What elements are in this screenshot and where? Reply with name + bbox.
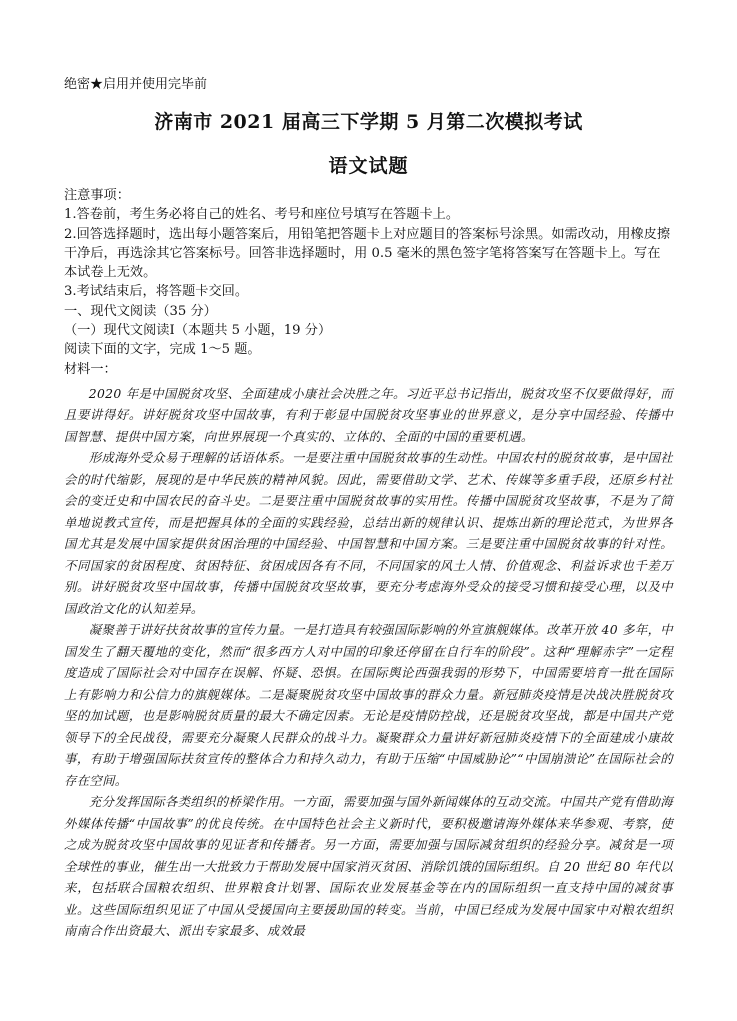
section-header xyxy=(64,302,673,379)
passage-paragraph-4: 充分发挥国际各类组织的桥梁作用。一方面，需要加强与国外新闻媒体的互动交流。中国共产党有借助海外媒体传播“中国故事”的优良传统。在中国特色社会主义新时代，要积极邀请海外媒体来华参观、考察，使之成为脱贫攻坚中国故事的见证者和传播者。另一方面，需要加强与国际减贫组织的经验分享。减贫是一项全球性的事业，催生出一大批致力于帮助发展中国家消灭贫困、消除饥饿的国际组织。自 20 世纪 80 年代以来，包括联合国粮农组织、世界粮食计划署、国际农业发展基金等在内的国际组织一直支持中国的减贫事业。这些国际组织见证了中国从受援国向主要援助国的转变。当前，中国已经成为发展中国家中对粮农组织南南合作出资最大、派出专家最多、成效最 xyxy=(64,794,673,939)
exam-title: 济南市 2021 届高三下学期 5 月第二次模拟考试 xyxy=(154,111,583,133)
notice-item-1: 1.答卷前，考生务必将自己的姓名、考号和座位号填写在答题卡上。 xyxy=(64,207,460,223)
passage-paragraph-2: 形成海外受众易于理解的话语体系。一是要注重中国脱贫故事的生动性。中国农村的脱贫故事，是中国社会的时代缩影，展现的是中华民族的精神风貌。因此，需要借助文学、艺术、传媒等多重手段，还原乡村社会的变迁史和中国农民的奋斗史。二是要注重中国脱贫故事的实用性。传播中国脱贫攻坚故事，不是为了简单地说教式宣传，而是把握具体的全面的实践经验，总结出新的规律认识、提炼出新的理论范式，为世界各国尤其是发展中国家提供贫困治理的中国经验、中国智慧和中国方案。三是要注重中国脱贫故事的针对性。不同国家的贫困程度、贫困特征、贫困成因各有不同，不同国家的风土人情、价值观念、利益诉求也千差万别。讲好脱贫攻坚中国故事，传播中国脱贫攻坚故事，要充分考虑海外受众的接受习惯和接受心理，以及中国政治文化的认知差异。 xyxy=(64,450,673,616)
notice-item-2: 2.回答选择题时，选出每小题答案后，用铅笔把答题卡上对应题目的答案标号涂黑。如需改动，用橡皮擦干净后，再选涂其它答案标号。回答非选择题时，用 0.5 毫米的黑色签字笔将答案写在答题卡上。写在本试卷上无效。 xyxy=(64,226,671,281)
exam-subtitle: 语文试题 xyxy=(328,155,409,177)
secret-label: 绝密★启用并使用完毕前 xyxy=(64,77,208,92)
reading-passage xyxy=(64,383,673,942)
passage-paragraph-3: 凝聚善于讲好扶贫故事的宣传力量。一是打造具有较强国际影响的外宣旗舰媒体。改革开放 40 多年，中国发生了翻天覆地的变化，然而“很多西方人对中国的印象还停留在自行车的阶段”。这种“理解赤字”一定程度造成了国际社会对中国存在误解、怀疑、恐惧。在国际舆论西强我弱的形势下，中国需要培育一批在国际上有影响力和公信力的旗舰媒体。二是凝聚脱贫攻坚中国故事的群众力量。新冠肺炎疫情是决战决胜脱贫攻坚的加试题，也是影响脱贫质量的最大不确定因素。无论是疫情防控战，还是脱贫攻坚战，都是中国共产党领导下的全民战役，需要充分凝聚人民群众的战斗力。凝聚群众力量讲好新冠肺炎疫情下的全面建成小康故事，有助于增强国际扶贫宣传的整体合力和持久动力，有助于压缩“中国威胁论”“中国崩溃论”在国际社会的存在空间。 xyxy=(64,622,673,788)
section-instruction: 阅读下面的文字，完成 1～5 题。 xyxy=(64,342,261,358)
notice-heading: 注意事项： xyxy=(64,188,130,203)
material-label: 材料一： xyxy=(64,361,117,377)
notice-section xyxy=(64,186,673,302)
passage-paragraph-1: 2020 年是中国脱贫攻坚、全面建成小康社会决胜之年。习近平总书记指出，脱贫攻坚不仅要做得好，而且要讲得好。讲好脱贫攻坚中国故事，有利于彰显中国脱贫攻坚事业的世界意义，是分享中国经验、传播中国智慧、提供中国方案，向世界展现一个真实的、立体的、全面的中国的重要机遇。 xyxy=(64,385,673,444)
section-part: 一、现代文阅读（35 分） xyxy=(64,303,217,319)
section-sub: （一）现代文阅读Ⅰ（本题共 5 小题，19 分） xyxy=(64,323,332,339)
notice-item-3: 3.考试结束后，将答题卡交回。 xyxy=(64,284,249,300)
